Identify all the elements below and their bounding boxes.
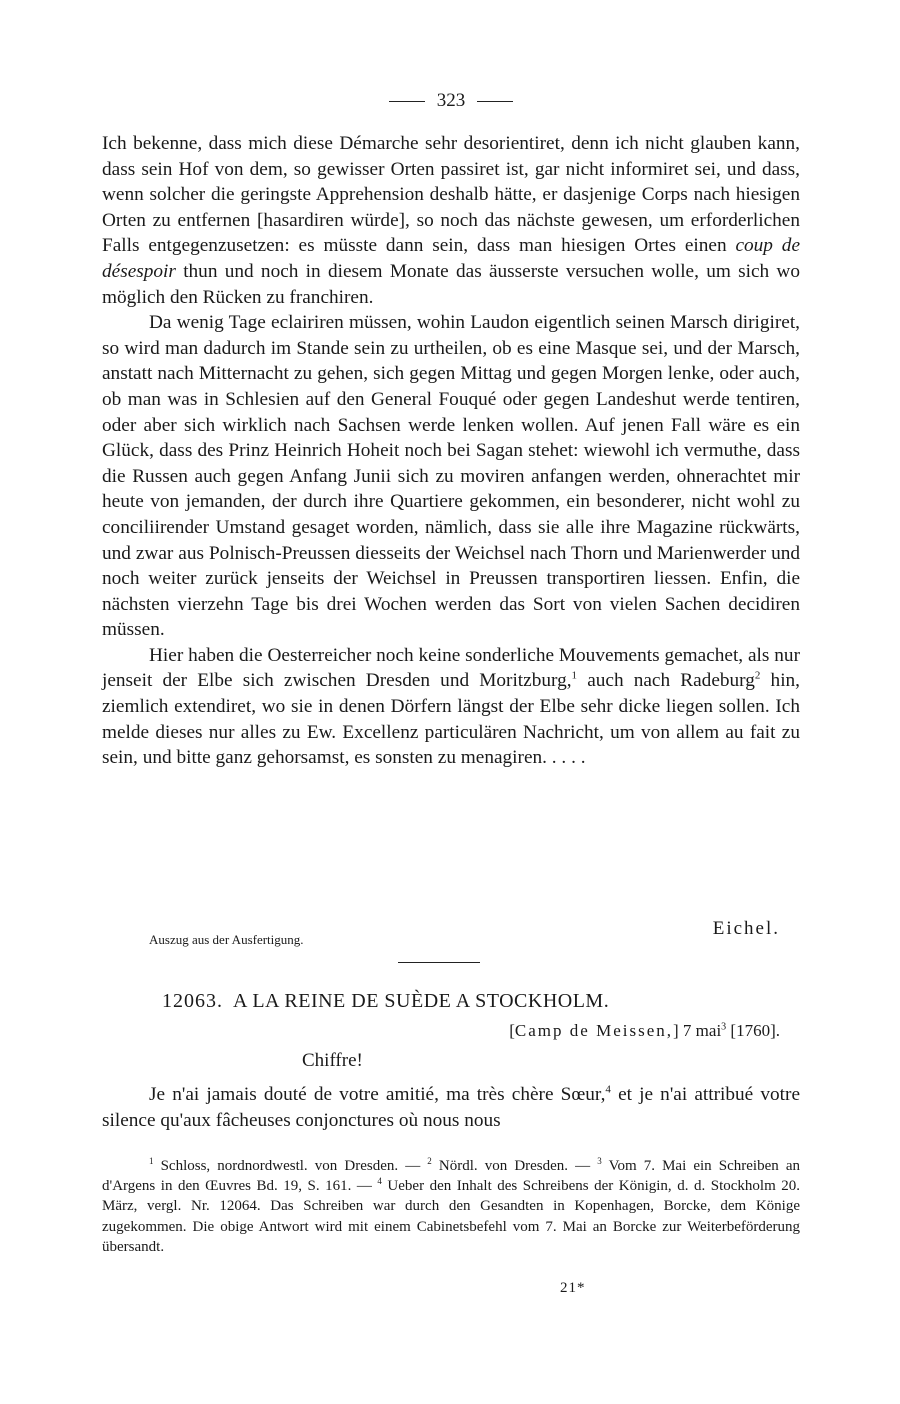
footnote-block <box>102 1156 800 1257</box>
footnote-4: Ueber den Inhalt des Schreibens der Königin, d. d. Stockholm 20. März, vergl. Nr. 12064. Das Schreiben war durch den Gesandten in Kopenhagen, Borcke, dem Könige zugekommen. Die obige Antwort wird mit einem Cabinetsbefehl vom 7. Mai an Borcke zur Weiterbeförderung übersandt. <box>102 1178 800 1255</box>
letter-text-b: et je n'ai attribué votre silence qu'aux fâcheuses conjonctures où nous nous <box>102 1084 801 1131</box>
footnotes <box>102 1156 800 1257</box>
footnote-mark-4: 4 <box>377 1176 382 1187</box>
header-rule-left <box>389 101 425 102</box>
letter-text-a: Je n'ai jamais douté de votre amitié, ma très chère Sœur, <box>149 1084 606 1105</box>
footnote-1: Schloss, nordnordwestl. von Dresden. — <box>160 1158 421 1174</box>
footnote-3: Vom 7. Mai ein Schreiben an d'Argens in den Œuvres Bd. 19, S. 161. — <box>102 1158 800 1195</box>
paragraph-1-text: Ich bekenne, dass mich diese Démarche sehr desorientiret, denn ich nicht glauben kann, dass sein Hof von dem, so gewisser Orten passiret ist, gar nicht informiret sei, und dass, wenn solcher die geringste Apprehension deshalb hätte, er dasjenige Corps nach hiesigen Orten zu entfernen [hasardiren würde], so noch das nächste gewesen, um erforderlichen Falls entgegenzusetzen: es müsste dann sein, dass man hiesigen Ortes einen <box>102 133 800 257</box>
printer-signature-mark: 21* <box>560 1280 586 1296</box>
footnote-2: Nördl. von Dresden. — <box>438 1158 591 1174</box>
source-note: Auszug aus der Ausfertigung. <box>149 932 304 947</box>
place-bracket-close: ] <box>673 1021 679 1040</box>
paragraph-1 <box>102 131 800 310</box>
page-number: 323 <box>436 90 466 111</box>
page-header <box>102 90 800 112</box>
paragraph-3-b: auch nach Radeburg <box>587 670 755 692</box>
body-text <box>102 131 800 771</box>
paragraph-3 <box>102 643 800 771</box>
section-divider <box>398 962 480 963</box>
paragraph-2: Da wenig Tage eclairiren müssen, wohin Laudon eigentlich seinen Marsch dirigiret, so wird man dadurch im Stande sein zu urtheilen, ob es eine Masque sei, und der Marsch, anstatt nach Mitternacht zu gehen, sich gegen Mittag und gegen Morgen lenke, oder auch, ob man was in Schlesien auf den General Fouqué oder gegen Landeshut werde tentiren, oder aber sich wirklich nach Sachsen werde lenken wollen. Auf jenen Fall wäre es ein Glück, dass des Prinz Heinrich Hoheit noch bei Sagan stehet: wiewohl ich vermuthe, dass die Russen auch gegen Anfang Junii sich zu moviren anfangen werden, ohnerachtet mir heute von jemanden, der durch ihre Quartiere gekommen, ein besonderer, nicht wohl zu conciliirender Umstand gesaget worden, nämlich, dass sie alle ihre Magazine rückwärts, und zwar aus Polnisch-Preussen diesseits der Weichsel nach Thorn und Marienwerder und noch weiter zurück jenseits der Weichsel in Preussen transportiren liessen. Enfin, die nächsten vierzehn Tage bis drei Wochen werden das Sort von vielen Sachen decidiren müssen. <box>102 312 800 641</box>
document-title: A LA REINE DE SUÈDE A STOCKHOLM. <box>233 990 610 1012</box>
document-heading <box>102 990 800 1013</box>
footnote-mark-2: 2 <box>427 1156 432 1166</box>
date: 7 mai <box>682 1021 722 1040</box>
footnote-mark-3: 3 <box>597 1156 602 1166</box>
header-rule-right <box>477 101 513 102</box>
footnote-ref-4: 4 <box>605 1083 611 1096</box>
footnote-mark-1: 1 <box>149 1156 154 1166</box>
footnote-ref-1: 1 <box>571 670 578 683</box>
paragraph-1-italic: coup de désespoir <box>102 235 801 282</box>
footnote-ref-2: 2 <box>754 670 761 683</box>
paragraph-1-end: thun und noch in diesem Monate das äusserste versuchen wolle, um sich wo möglich den Rücken zu franchiren. <box>102 260 801 308</box>
letter-text <box>102 1082 800 1134</box>
place-date <box>509 1021 780 1041</box>
paragraph-3-c: hin, ziemlich extendiret, wo sie in denen Dörfern längst der Elbe sehr dicke liegen sollen. Ich melde dieses nur alles zu Ew. Excellenz particulären Nachricht, um von allem au fait zu sein, und bitte ganz gehorsamst, es sonsten zu menagiren. . . . . <box>102 670 801 769</box>
footnote-ref-3: 3 <box>721 1021 727 1033</box>
letter-paragraph <box>102 1082 800 1134</box>
cipher-note: Chiffre! <box>302 1050 363 1071</box>
place-name: Camp de Meissen, <box>514 1021 673 1040</box>
paragraph-3-a: Hier haben die Oesterreicher noch keine sonderliche Mouvements gemachet, als nur jenseit der Elbe sich zwischen Dresden und Moritzburg, <box>102 644 800 692</box>
signature: Eichel. <box>712 918 780 939</box>
place-bracket-open: [ <box>509 1021 515 1040</box>
document-number: 12063. <box>162 990 223 1012</box>
year: [1760]. <box>730 1021 780 1040</box>
source-line <box>102 918 800 952</box>
